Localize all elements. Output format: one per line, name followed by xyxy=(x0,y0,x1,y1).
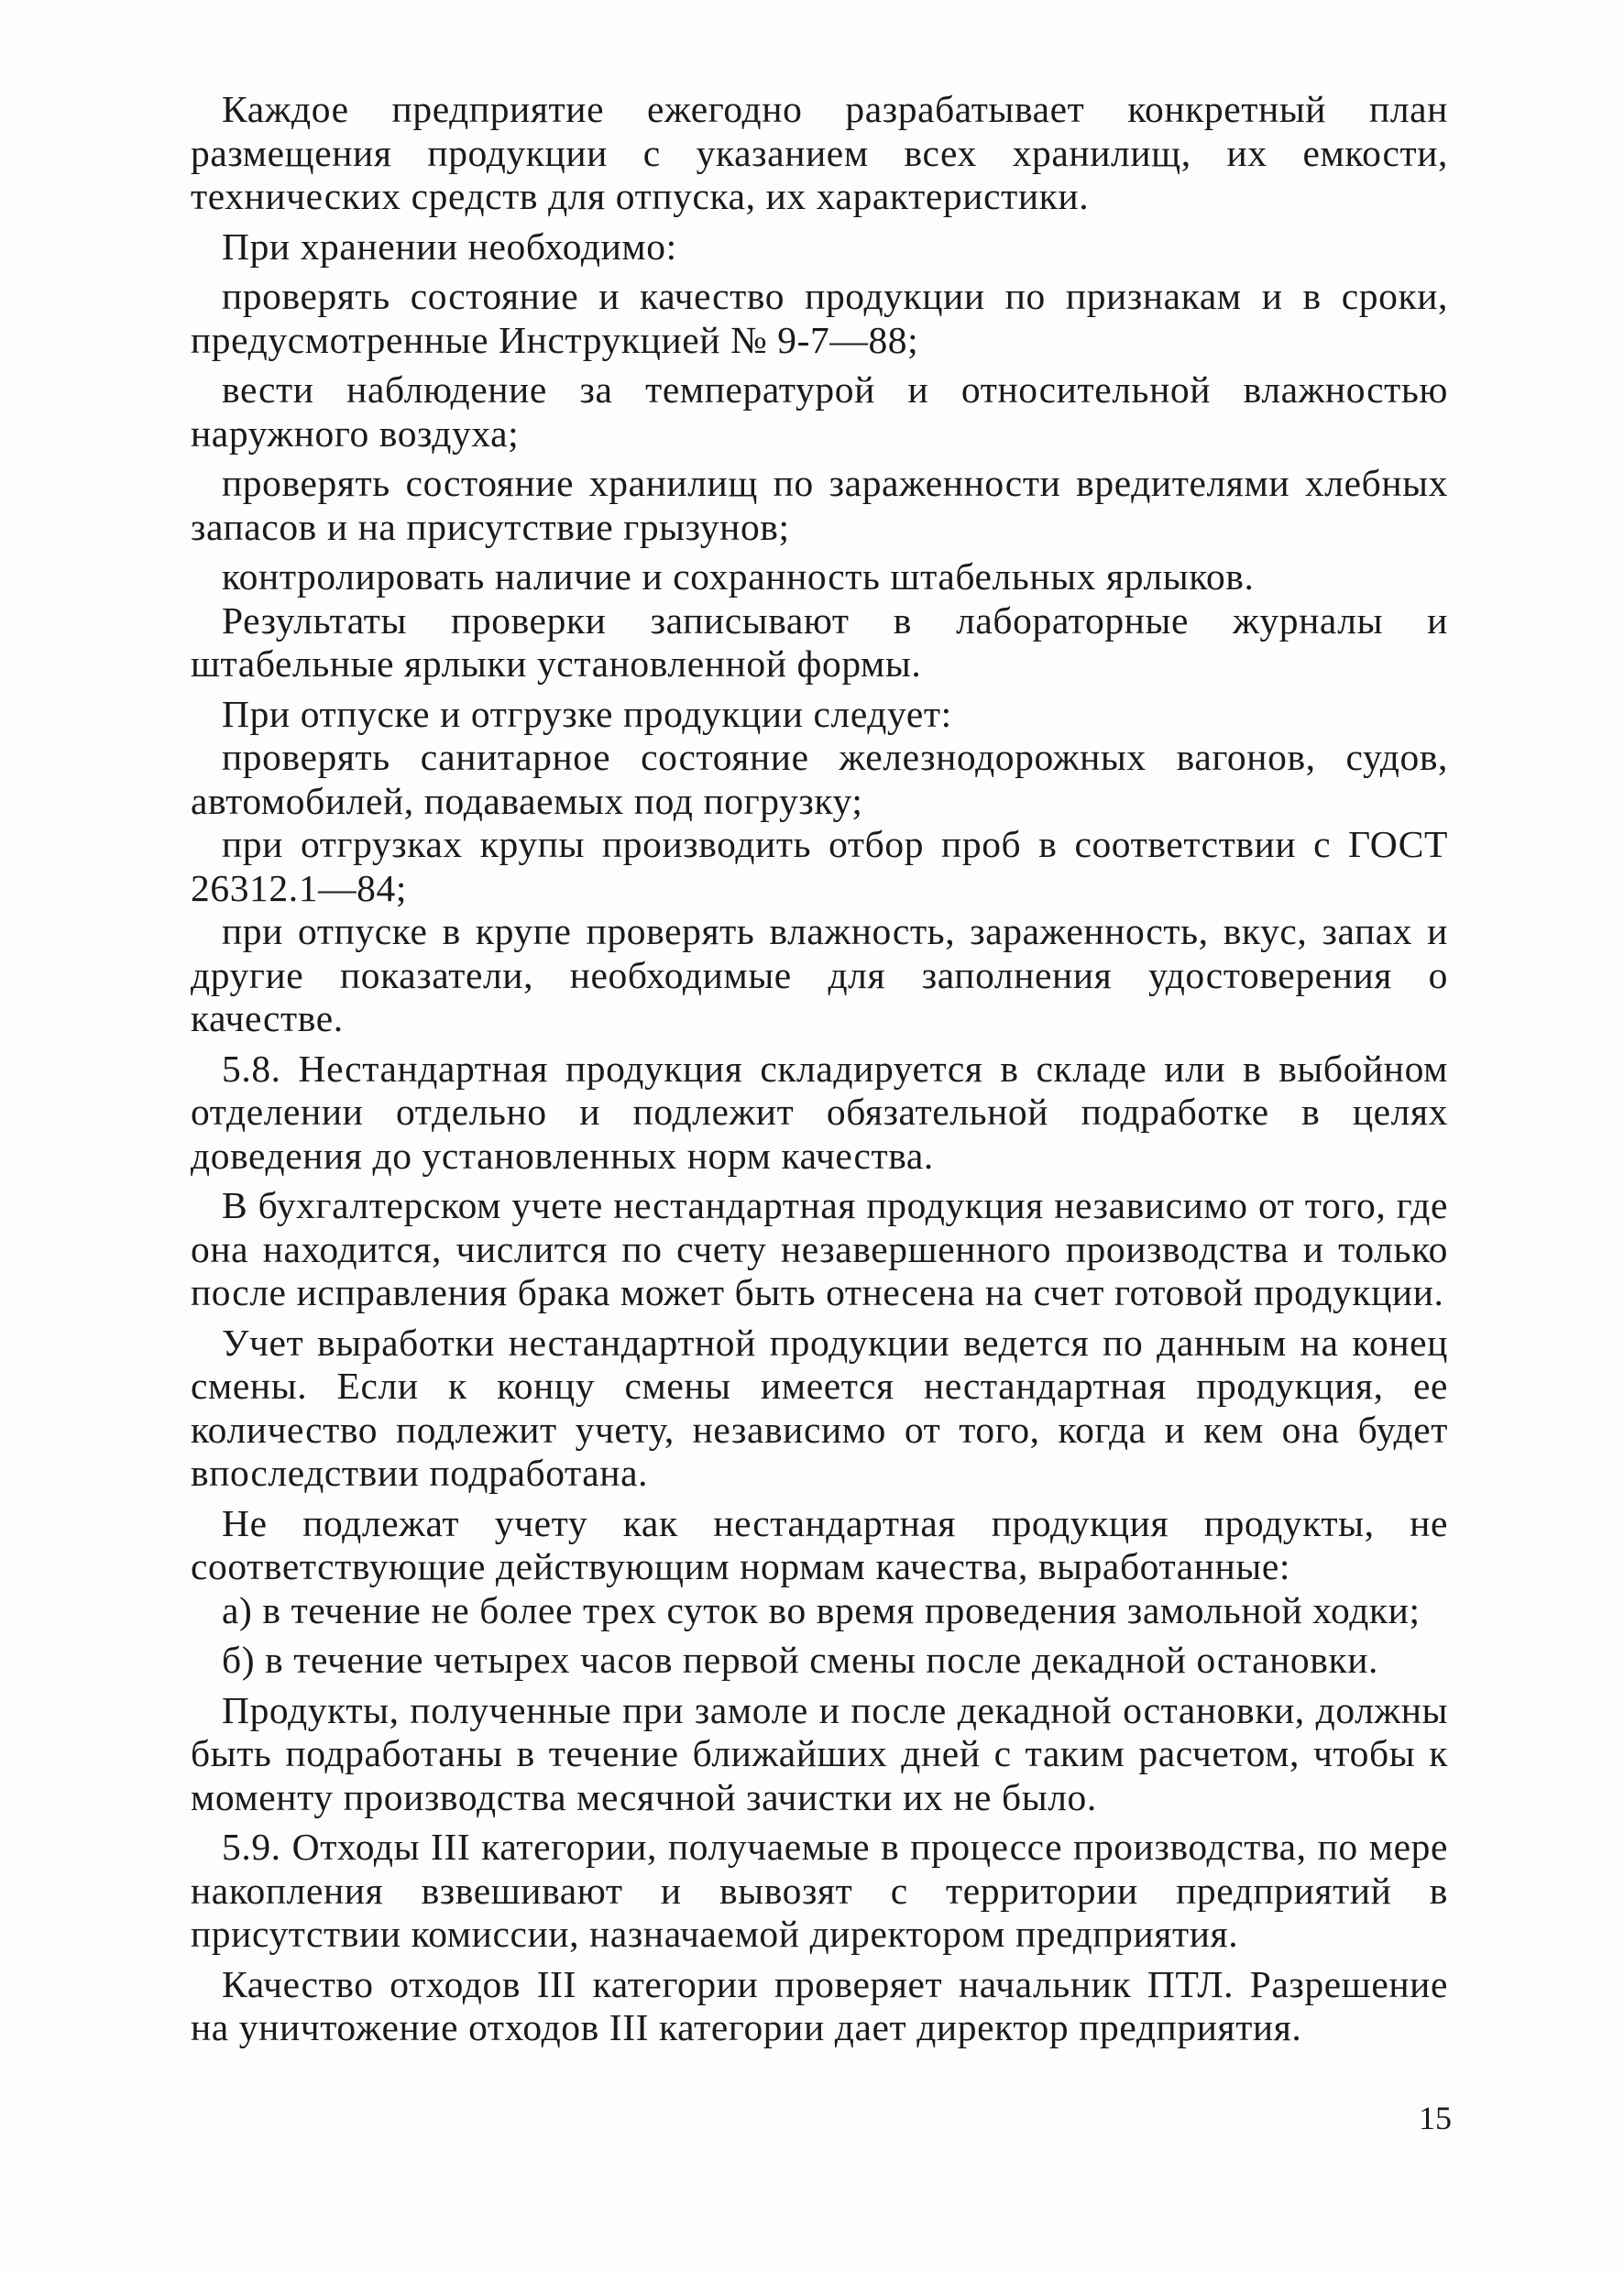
paragraph-exclusions: Не подлежат учету как нестандартная продукция продукты, не соответствующие действующим нормам качества, выработанные: xyxy=(191,1501,1448,1587)
paragraph-quality-waste: Качество отходов III категории проверяет начальник ПТЛ. Разрешение на уничтожение отходов III категории дает директор предприятия. xyxy=(191,1962,1448,2048)
paragraph-item-a: а) в течение не более трех суток во время проведения замольной ходки; xyxy=(222,1588,1421,1631)
paragraph-sanitary: проверять санитарное состояние железнодорожных вагонов, судов, автомобилей, подаваемых под погрузку; xyxy=(191,736,1448,822)
paragraph-temperature: вести наблюдение за температурой и относительной влажностью наружного воздуха; xyxy=(191,368,1448,455)
paragraph-sampling: при отгрузках крупы производить отбор проб в соответствии с ГОСТ 26312.1—84; xyxy=(191,823,1448,909)
paragraph-shift-accounting: Учет выработки нестандартной продукции ведется по данным на конец смены. Если к концу смены имеется нестандартная продукция, ее количество подлежит учету, независимо от того, когда и кем она будет впоследствии подработана. xyxy=(191,1321,1448,1494)
paragraph-products: Продукты, полученные при замоле и после декадной остановки, должны быть подработаны в течение ближайших дней с таким расчетом, чтобы к моменту производства месячной зачистки их не было. xyxy=(191,1688,1448,1818)
paragraph-item-b: б) в течение четырех часов первой смены после декадной остановки. xyxy=(222,1639,1379,1681)
paragraph-results: Результаты проверки записывают в лабораторные журналы и штабельные ярлыки установленной формы. xyxy=(191,598,1448,685)
page-number: 15 xyxy=(1419,2100,1452,2136)
paragraph-humidity: при отпуске в крупе проверять влажность, зараженность, вкус, запах и другие показатели, необходимые для заполнения удостоверения о качестве. xyxy=(191,910,1448,1039)
paragraph-pests: проверять состояние хранилищ по зараженности вредителями хлебных запасов и на присутствие грызунов; xyxy=(191,462,1448,548)
paragraph-plan: Каждое предприятие ежегодно разрабатывает конкретный план размещения продукции с указанием всех хранилищ, их емкости, технических средств для отпуска, их характеристики. xyxy=(191,88,1448,217)
paragraph-shipping-heading: При отпуске и отгрузке продукции следует: xyxy=(222,692,952,735)
paragraph-accounting: В бухгалтерском учете нестандартная продукция независимо от того, где она находится, числится по счету незавершенного производства и только после исправления брака может быть отнесена на счет готовой продукции. xyxy=(191,1184,1448,1313)
paragraph-storage-heading: При хранении необходимо: xyxy=(222,225,677,268)
paragraph-5-9: 5.9. Отходы III категории, получаемые в процессе производства, по мере накопления взвешивают и вывозят с территории предприятий в присутствии комиссии, назначаемой директором предприятия. xyxy=(191,1826,1448,1955)
paragraph-labels: контролировать наличие и сохранность штабельных ярлыков. xyxy=(222,555,1255,598)
paragraph-check-quality: проверять состояние и качество продукции по признакам и в сроки, предусмотренные Инструкцией № 9-7—88; xyxy=(191,275,1448,361)
body-text xyxy=(191,88,1448,2057)
paragraph-5-8: 5.8. Нестандартная продукция складируется в складе или в выбойном отделении отдельно и подлежит обязательной подработке в целях доведения до установленных норм качества. xyxy=(191,1047,1448,1177)
